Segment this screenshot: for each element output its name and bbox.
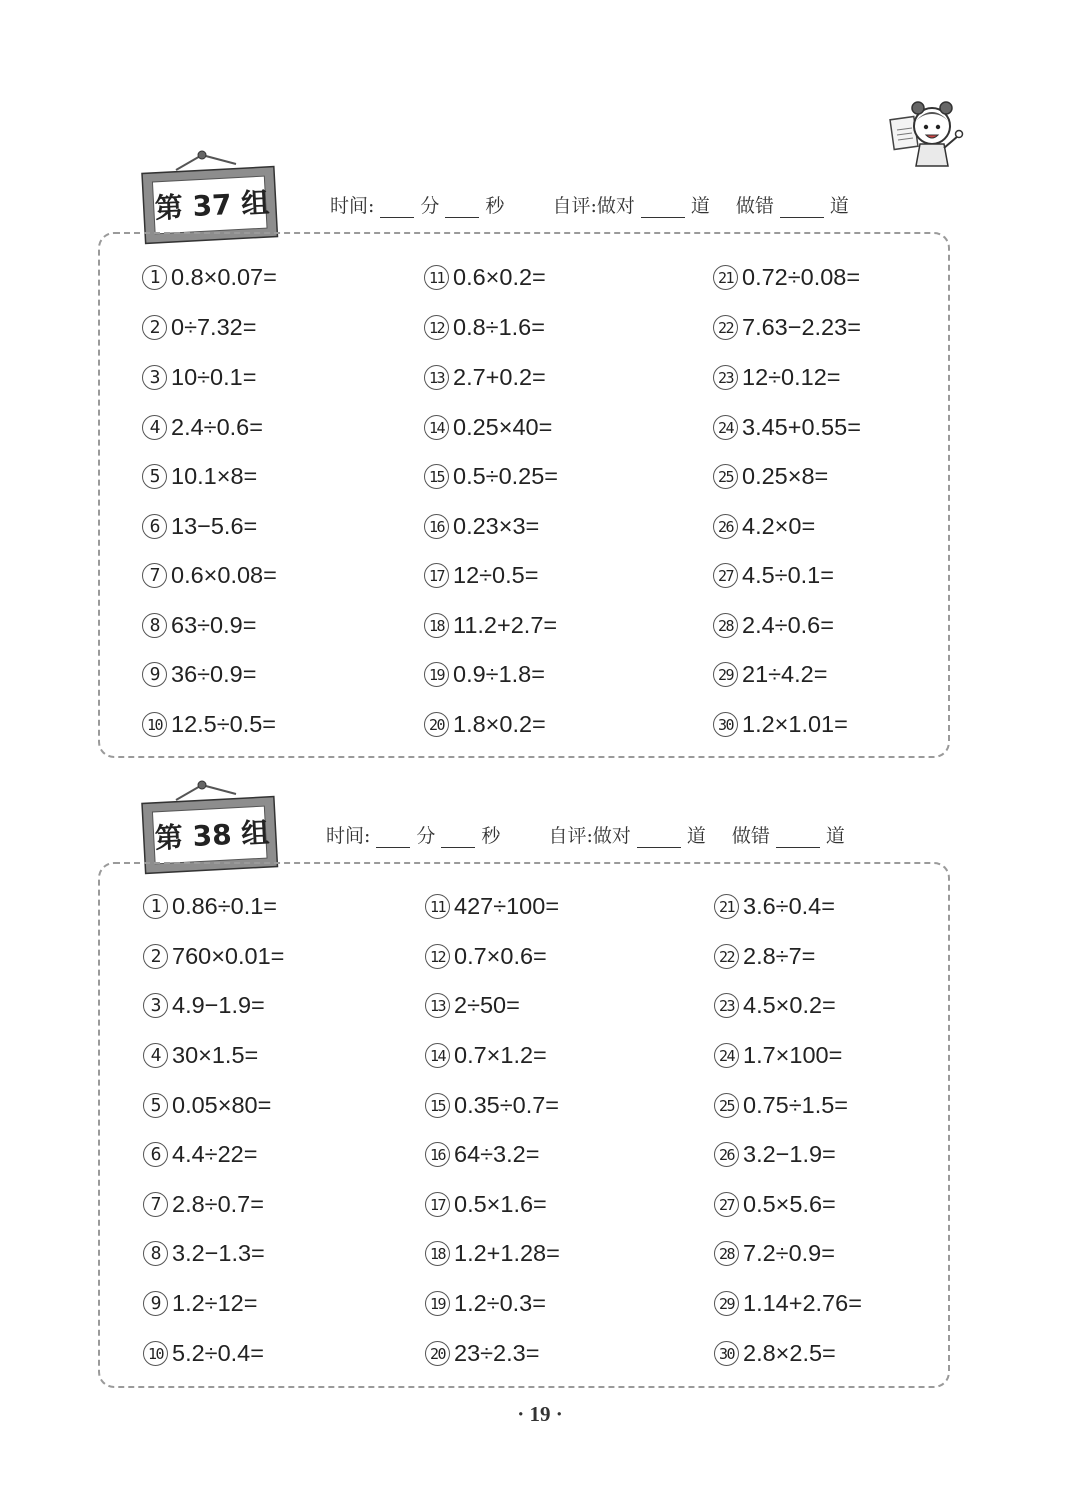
problem-22 — [713, 314, 861, 341]
problem-number: 20 — [425, 1341, 450, 1366]
problem-number: 6 — [142, 514, 167, 539]
problem-17 — [424, 562, 538, 589]
problem-11 — [424, 264, 546, 291]
problem-number: 7 — [143, 1192, 168, 1217]
problem-number: 28 — [714, 1241, 739, 1266]
problem-expression: 7.63−2.23= — [742, 314, 861, 340]
problem-number: 21 — [713, 265, 738, 290]
second-label: 秒 — [481, 825, 501, 847]
problem-expression: 1.2×1.01= — [742, 711, 848, 737]
mascot-illustration — [888, 96, 968, 170]
problem-expression: 0÷7.32= — [171, 314, 257, 340]
group-title: 第 38 组 — [154, 816, 271, 855]
problem-expression: 4.2×0= — [742, 513, 816, 539]
problem-number: 11 — [425, 894, 450, 919]
problem-22 — [714, 943, 815, 970]
problem-number: 22 — [714, 944, 739, 969]
problem-1 — [142, 264, 277, 291]
problem-expression: 4.5×0.2= — [743, 992, 836, 1018]
problem-24 — [713, 414, 861, 441]
problem-expression: 0.9÷1.8= — [453, 661, 545, 687]
problem-number: 18 — [424, 613, 449, 638]
problem-number: 14 — [425, 1043, 450, 1068]
problem-expression: 4.5÷0.1= — [742, 562, 834, 588]
problem-6 — [142, 513, 257, 540]
problem-number: 21 — [714, 894, 739, 919]
problem-expression: 3.6÷0.4= — [743, 893, 835, 919]
dao-label: 道 — [690, 195, 710, 217]
problem-2 — [142, 314, 256, 341]
problem-8 — [142, 612, 256, 639]
problem-27 — [713, 562, 834, 589]
problem-30 — [714, 1340, 836, 1367]
problem-number: 27 — [713, 563, 738, 588]
problem-12 — [425, 943, 547, 970]
problem-17 — [425, 1191, 547, 1218]
problem-20 — [424, 711, 546, 738]
problem-expression: 0.7×0.6= — [454, 943, 547, 969]
problem-3 — [143, 992, 265, 1019]
problem-21 — [714, 893, 835, 920]
problem-16 — [424, 513, 539, 540]
problem-number: 14 — [424, 415, 449, 440]
problem-number: 24 — [713, 415, 738, 440]
dao-label: 道 — [825, 825, 845, 847]
problem-number: 4 — [143, 1043, 168, 1068]
minutes-blank[interactable] — [376, 829, 410, 848]
problem-expression: 0.8÷1.6= — [453, 314, 545, 340]
problem-19 — [424, 661, 545, 688]
problem-18 — [425, 1240, 560, 1267]
wrong-label: 做错 — [731, 825, 770, 847]
problem-expression: 0.75÷1.5= — [743, 1092, 849, 1118]
problem-number: 3 — [143, 993, 168, 1018]
problem-number: 1 — [143, 894, 168, 919]
problem-26 — [714, 1141, 836, 1168]
problem-expression: 427÷100= — [454, 893, 560, 919]
minutes-blank[interactable] — [380, 199, 414, 218]
problem-number: 18 — [425, 1241, 450, 1266]
problem-number: 17 — [425, 1192, 450, 1217]
problem-number: 2 — [142, 315, 167, 340]
problem-expression: 0.05×80= — [172, 1092, 272, 1118]
time-label: 时间: — [326, 825, 371, 847]
page-number: · 19 · — [517, 1402, 563, 1426]
problem-expression: 0.5×1.6= — [454, 1191, 547, 1217]
problem-expression: 2.4÷0.6= — [742, 612, 834, 638]
problem-expression: 2.4÷0.6= — [171, 414, 263, 440]
score-header — [330, 188, 849, 218]
dao-label: 道 — [686, 825, 706, 847]
self-eval-label: 自评:做对 — [548, 825, 631, 847]
problem-expression: 1.2÷0.3= — [454, 1290, 546, 1316]
problem-expression: 3.2−1.9= — [743, 1141, 836, 1167]
problem-expression: 10÷0.1= — [171, 364, 257, 390]
problem-number: 16 — [425, 1142, 450, 1167]
problem-expression: 2.8÷0.7= — [172, 1191, 264, 1217]
problem-expression: 64÷3.2= — [454, 1141, 540, 1167]
problem-24 — [714, 1042, 842, 1069]
problem-21 — [713, 264, 860, 291]
problem-number: 2 — [143, 944, 168, 969]
problem-number: 30 — [713, 712, 738, 737]
wrong-label: 做错 — [735, 195, 774, 217]
problem-11 — [425, 893, 559, 920]
problem-expression: 2÷50= — [454, 992, 520, 1018]
problem-number: 12 — [424, 315, 449, 340]
problem-30 — [713, 711, 848, 738]
problem-9 — [142, 661, 256, 688]
problem-expression: 2.8×2.5= — [743, 1340, 836, 1366]
problem-13 — [425, 992, 520, 1019]
problem-number: 28 — [713, 613, 738, 638]
problem-number: 29 — [713, 662, 738, 687]
problem-expression: 0.8×0.07= — [171, 264, 277, 290]
problem-number: 9 — [142, 662, 167, 687]
problem-14 — [425, 1042, 547, 1069]
problem-number: 19 — [424, 662, 449, 687]
problem-number: 30 — [714, 1341, 739, 1366]
problem-29 — [714, 1290, 862, 1317]
problem-19 — [425, 1290, 546, 1317]
problem-number: 26 — [714, 1142, 739, 1167]
problem-5 — [142, 463, 257, 490]
problem-number: 8 — [143, 1241, 168, 1266]
problem-25 — [713, 463, 828, 490]
problem-expression: 30×1.5= — [172, 1042, 259, 1068]
problem-expression: 7.2÷0.9= — [743, 1240, 835, 1266]
score-header — [326, 818, 845, 848]
problem-number: 13 — [424, 365, 449, 390]
problem-number: 7 — [142, 563, 167, 588]
problem-expression: 760×0.01= — [172, 943, 285, 969]
problem-number: 25 — [713, 464, 738, 489]
problem-15 — [424, 463, 558, 490]
problem-number: 6 — [143, 1142, 168, 1167]
problem-number: 16 — [424, 514, 449, 539]
problem-12 — [424, 314, 545, 341]
minute-label: 分 — [420, 195, 440, 217]
problem-expression: 12.5÷0.5= — [171, 711, 277, 737]
problem-expression: 13−5.6= — [171, 513, 258, 539]
problem-number: 3 — [142, 365, 167, 390]
problem-number: 23 — [713, 365, 738, 390]
problem-expression: 21÷4.2= — [742, 661, 828, 687]
problem-expression: 36÷0.9= — [171, 661, 257, 687]
problem-14 — [424, 414, 552, 441]
problem-expression: 3.2−1.3= — [172, 1240, 265, 1266]
problem-number: 12 — [425, 944, 450, 969]
problem-expression: 1.2÷12= — [172, 1290, 258, 1316]
correct-count-blank[interactable] — [637, 829, 681, 848]
problem-28 — [713, 612, 834, 639]
problem-expression: 10.1×8= — [171, 463, 258, 489]
problem-expression: 2.8÷7= — [743, 943, 816, 969]
problem-number: 15 — [425, 1093, 450, 1118]
problem-26 — [713, 513, 815, 540]
dao-label: 道 — [829, 195, 849, 217]
problem-number: 9 — [143, 1291, 168, 1316]
problem-number: 5 — [143, 1093, 168, 1118]
problem-expression: 0.25×8= — [742, 463, 829, 489]
problem-expression: 0.5÷0.25= — [453, 463, 559, 489]
problem-expression: 0.23×3= — [453, 513, 540, 539]
problem-number: 13 — [425, 993, 450, 1018]
self-eval-label: 自评:做对 — [552, 195, 635, 217]
problem-number: 23 — [714, 993, 739, 1018]
problem-3 — [142, 364, 256, 391]
wrong-count-blank[interactable] — [776, 829, 820, 848]
problem-number: 24 — [714, 1043, 739, 1068]
problem-number: 4 — [142, 415, 167, 440]
problem-7 — [143, 1191, 264, 1218]
problem-25 — [714, 1092, 848, 1119]
problem-expression: 0.35÷0.7= — [454, 1092, 560, 1118]
problem-18 — [424, 612, 557, 639]
problem-23 — [714, 992, 836, 1019]
problem-number: 29 — [714, 1291, 739, 1316]
problem-4 — [142, 414, 263, 441]
problem-number: 20 — [424, 712, 449, 737]
problem-expression: 4.9−1.9= — [172, 992, 265, 1018]
problem-6 — [143, 1141, 257, 1168]
problem-expression: 63÷0.9= — [171, 612, 257, 638]
problem-number: 15 — [424, 464, 449, 489]
problem-expression: 0.5×5.6= — [743, 1191, 836, 1217]
problem-number: 1 — [142, 265, 167, 290]
problem-number: 8 — [142, 613, 167, 638]
problem-5 — [143, 1092, 271, 1119]
problem-16 — [425, 1141, 539, 1168]
problem-number: 11 — [424, 265, 449, 290]
problem-expression: 0.86÷0.1= — [172, 893, 278, 919]
correct-count-blank[interactable] — [641, 199, 685, 218]
group-title: 第 37 组 — [154, 186, 271, 225]
problem-1 — [143, 893, 277, 920]
problem-number: 26 — [713, 514, 738, 539]
problem-expression: 1.2+1.28= — [454, 1240, 560, 1266]
problem-29 — [713, 661, 827, 688]
problem-expression: 3.45+0.55= — [742, 414, 861, 440]
wrong-count-blank[interactable] — [780, 199, 824, 218]
problem-number: 17 — [424, 563, 449, 588]
problem-23 — [713, 364, 841, 391]
time-label: 时间: — [330, 195, 375, 217]
problem-expression: 4.4÷22= — [172, 1141, 258, 1167]
problem-expression: 23÷2.3= — [454, 1340, 540, 1366]
problem-number: 5 — [142, 464, 167, 489]
problem-expression: 2.7+0.2= — [453, 364, 546, 390]
problem-expression: 11.2+2.7= — [453, 612, 558, 638]
problem-10 — [142, 711, 276, 738]
problem-expression: 0.25×40= — [453, 414, 553, 440]
problem-number: 25 — [714, 1093, 739, 1118]
problem-2 — [143, 943, 284, 970]
problem-number: 10 — [143, 1341, 168, 1366]
problem-28 — [714, 1240, 835, 1267]
problem-expression: 0.72÷0.08= — [742, 264, 861, 290]
problem-expression: 0.6×0.2= — [453, 264, 546, 290]
problem-number: 19 — [425, 1291, 450, 1316]
problem-7 — [142, 562, 277, 589]
problem-number: 22 — [713, 315, 738, 340]
problem-13 — [424, 364, 546, 391]
problem-expression: 1.7×100= — [743, 1042, 843, 1068]
problem-10 — [143, 1340, 264, 1367]
problem-20 — [425, 1340, 539, 1367]
minute-label: 分 — [416, 825, 436, 847]
problem-8 — [143, 1240, 265, 1267]
seconds-blank[interactable] — [445, 199, 479, 218]
problem-expression: 12÷0.12= — [742, 364, 841, 390]
problem-number: 27 — [714, 1192, 739, 1217]
problem-27 — [714, 1191, 836, 1218]
problem-expression: 1.14+2.76= — [743, 1290, 862, 1316]
problem-15 — [425, 1092, 559, 1119]
problem-expression: 5.2÷0.4= — [172, 1340, 264, 1366]
problem-4 — [143, 1042, 258, 1069]
problem-9 — [143, 1290, 257, 1317]
problem-expression: 0.6×0.08= — [171, 562, 277, 588]
problem-expression: 1.8×0.2= — [453, 711, 546, 737]
problem-expression: 12÷0.5= — [453, 562, 539, 588]
problem-number: 10 — [142, 712, 167, 737]
problem-expression: 0.7×1.2= — [454, 1042, 547, 1068]
seconds-blank[interactable] — [441, 829, 475, 848]
second-label: 秒 — [485, 195, 505, 217]
